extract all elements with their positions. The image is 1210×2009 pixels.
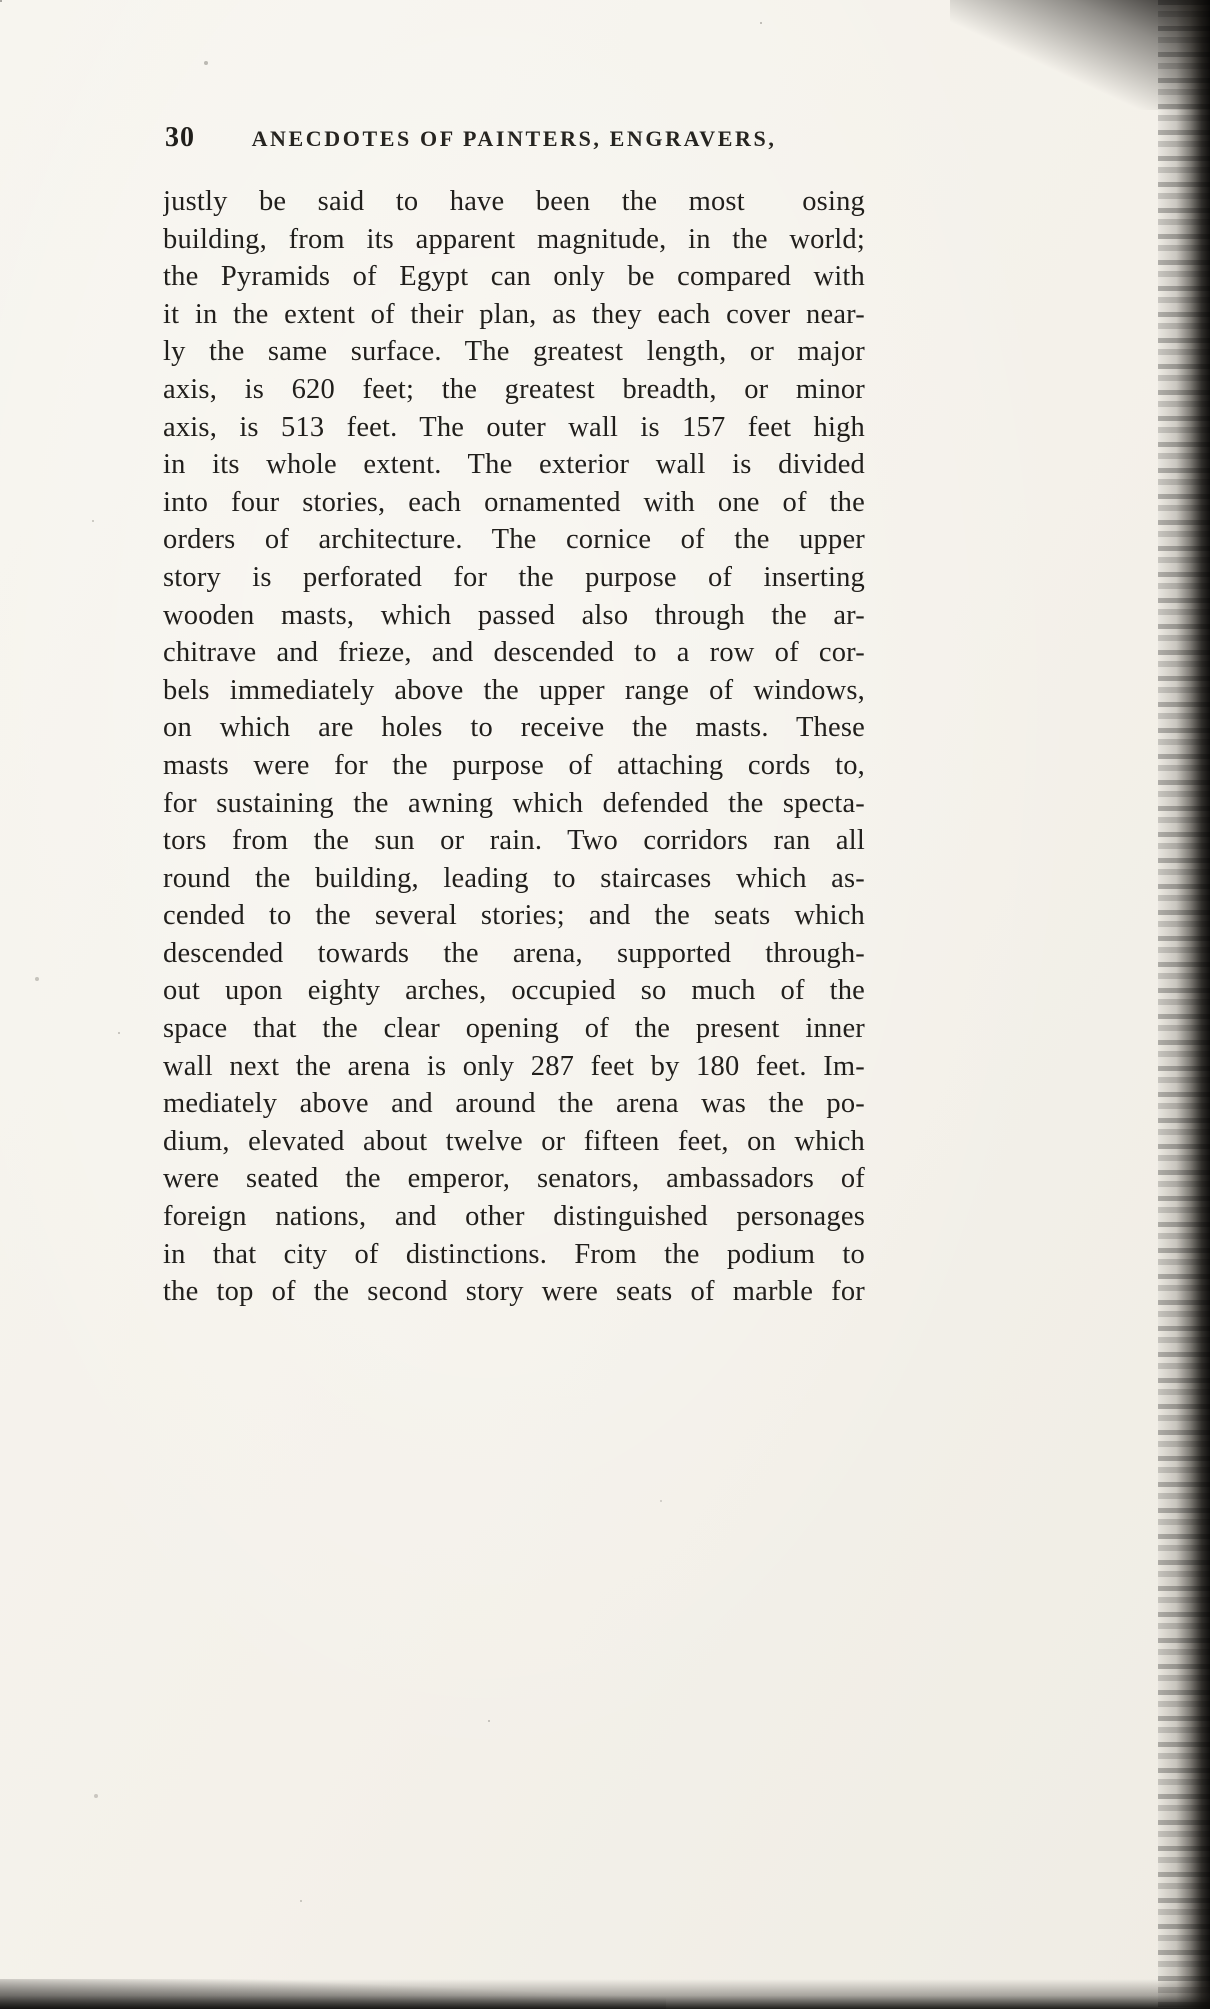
text-line: cended to the several stories; and the seats which	[163, 900, 865, 932]
text-line: were seated the emperor, senators, ambassadors of	[163, 1163, 865, 1195]
text-line: round the building, leading to staircases which as-	[163, 862, 865, 894]
text-line: tors from the sun or rain. Two corridors ran all	[163, 825, 865, 857]
text-line: wooden masts, which passed also through the ar-	[163, 599, 865, 631]
text-line: mediately above and around the arena was the po-	[163, 1088, 865, 1120]
page-header	[163, 121, 865, 157]
text-line: masts were for the purpose of attaching cords to,	[163, 749, 865, 781]
text-line: axis, is 513 feet. The outer wall is 157 feet high	[163, 411, 865, 443]
text-line: the top of the second story were seats of marble for	[163, 1276, 865, 1308]
text-line: foreign nations, and other distinguished personages	[163, 1201, 865, 1233]
text-line: orders of architecture. The cornice of the upper	[163, 524, 865, 556]
scan-edge-bottom	[0, 1979, 1210, 2009]
text-line: out upon eighty arches, occupied so much of the	[163, 975, 865, 1007]
text-line: it in the extent of their plan, as they each cover near-	[163, 298, 865, 330]
text-line: into four stories, each ornamented with one of the	[163, 486, 865, 518]
text-line: space that the clear opening of the present inner	[163, 1013, 865, 1045]
text-line: on which are holes to receive the masts. These	[163, 712, 865, 744]
page-number: 30	[165, 122, 195, 153]
text-line: in that city of distinctions. From the podium to	[163, 1238, 865, 1270]
scan-noise-speckles	[0, 0, 2, 2]
text-line: justly be said to have been the most osing	[163, 186, 865, 217]
text-line: ly the same surface. The greatest length, or major	[163, 336, 865, 368]
text-line: descended towards the arena, supported through-	[163, 937, 865, 969]
text-line: axis, is 620 feet; the greatest breadth, or minor	[163, 373, 865, 405]
scan-edge-right	[1158, 0, 1210, 2009]
text-line: story is perforated for the purpose of inserting	[163, 561, 865, 593]
text-block	[163, 186, 865, 1314]
running-header: ANECDOTES OF PAINTERS, ENGRAVERS,	[251, 126, 777, 151]
text-line: dium, elevated about twelve or fifteen feet, on which	[163, 1125, 865, 1157]
text-line: bels immediately above the upper range of windows,	[163, 674, 865, 706]
text-line: the Pyramids of Egypt can only be compared with	[163, 261, 865, 293]
text-line: building, from its apparent magnitude, in the world;	[163, 223, 865, 255]
text-line: chitrave and frieze, and descended to a row of cor-	[163, 637, 865, 669]
text-line: for sustaining the awning which defended the specta-	[163, 787, 865, 819]
text-line: in its whole extent. The exterior wall is divided	[163, 449, 865, 481]
text-line: wall next the arena is only 287 feet by 180 feet. Im-	[163, 1050, 865, 1082]
